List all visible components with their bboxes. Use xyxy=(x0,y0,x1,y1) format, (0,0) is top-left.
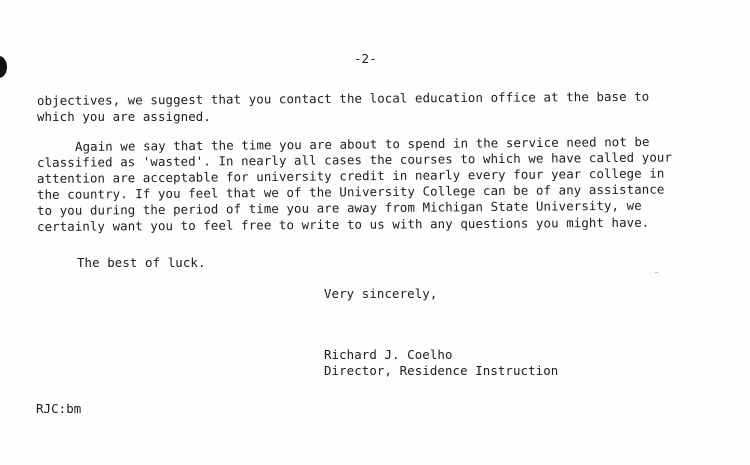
closing: Very sincerely, xyxy=(324,286,438,301)
paper-speck xyxy=(655,272,658,273)
signer-name: Richard J. Coelho xyxy=(324,347,453,362)
paragraph-2-line-4: the country. If you feel that we of the University College can be of any assistance xyxy=(36,181,665,202)
paragraph-1-line-1: objectives, we suggest that you contact the local education office at the base to xyxy=(36,88,650,108)
paragraph-2-line-3: attention are acceptable for university credit in nearly every four year college in xyxy=(36,165,665,186)
paragraph-1-line-2: which you are assigned. xyxy=(37,109,211,124)
initials: RJC:bm xyxy=(36,401,82,416)
signer-title: Director, Residence Instruction xyxy=(324,363,559,378)
paragraph-2-line-1: Again we say that the time you are about to spend in the service need not be xyxy=(74,133,650,154)
paragraph-2-line-5: to you during the period of time you are away from Michigan State University, we xyxy=(36,197,642,218)
paragraph-3: The best of luck. xyxy=(77,255,206,270)
page-number: -2- xyxy=(354,51,377,66)
paragraph-2-line-2: classified as 'wasted'. In nearly all cases the courses to which we have called your xyxy=(36,149,673,170)
paragraph-2-line-6: certainly want you to feel free to write to us with any questions you might have. xyxy=(36,214,650,234)
binder-hole xyxy=(0,56,7,78)
